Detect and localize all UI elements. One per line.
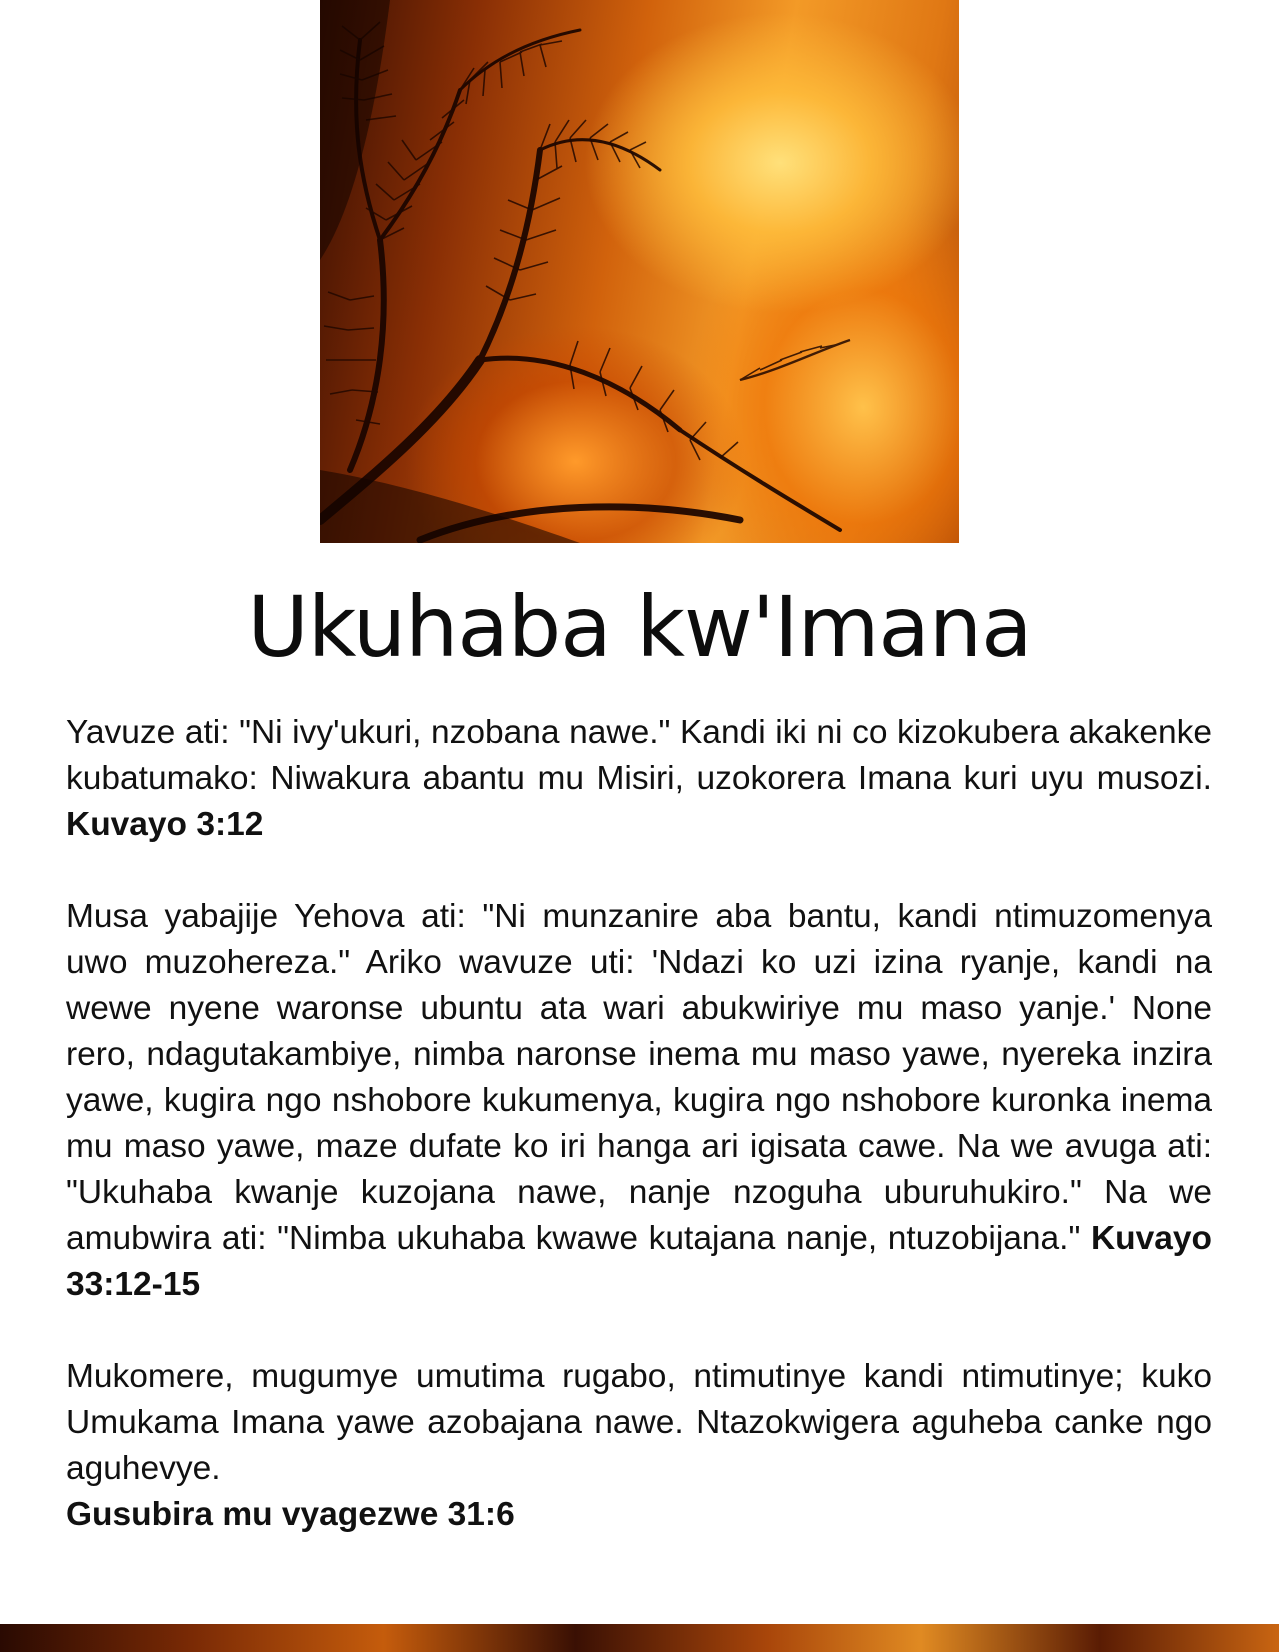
verse-text: Yavuze ati: "Ni ivy'ukuri, nzobana nawe." Kandi iki ni co kizokubera akakenke kubatumako: Niwakura abantu mu Misiri, uzokorera Imana kuri uyu musozi. [66, 714, 1212, 797]
footer-fire-strip [0, 1624, 1279, 1652]
hero-fire-image [320, 0, 959, 543]
verse-paragraph [66, 710, 1212, 848]
verse-text: Mukomere, mugumye umutima rugabo, ntimutinye kandi ntimutinye; kuko Umukama Imana yawe azobajana nawe. Ntazokwigera aguheba canke ngo aguhevye. [66, 1358, 1212, 1487]
verse-paragraph [66, 1354, 1212, 1538]
verse-paragraph [66, 894, 1212, 1308]
verse-reference: Gusubira mu vyagezwe 31:6 [66, 1496, 515, 1533]
page-title: Ukuhaba kw'Imana [247, 578, 1032, 676]
burning-tree-illustration [320, 0, 959, 543]
verse-reference: Kuvayo 3:12 [66, 806, 264, 843]
verse-reference: Kuvayo 33:12-15 [66, 1220, 1212, 1303]
verse-text: Musa yabajije Yehova ati: "Ni munzanire aba bantu, kandi ntimuzomenya uwo muzohereza." Ariko wavuze uti: 'Ndazi ko uzi izina ryanje, kandi na wewe nyene waronse ubuntu ata wari abukwiriye mu maso yanje.' None rero, ndagutakambiye, nimba naronse inema mu maso yawe, nyereka inzira yawe, kugira ngo nshobore kukumenya, kugira ngo nshobore kuronka inema mu maso yawe, maze dufate ko iri hanga ari igisata cawe. Na we avuga ati: "Ukuhaba kwanje kuzojana nawe, nanje nzoguha uburuhukiro." Na we amubwira ati: "Nimba ukuhaba kwawe kutajana nanje, ntuzobijana." [66, 898, 1212, 1257]
article-body [66, 710, 1212, 1538]
